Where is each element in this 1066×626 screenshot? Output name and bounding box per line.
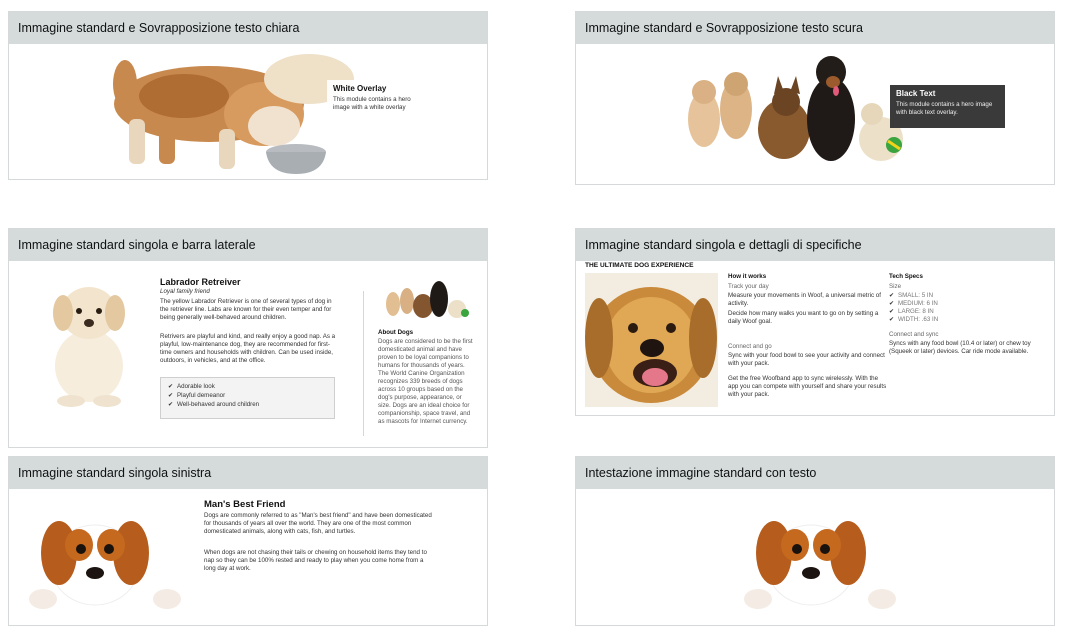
connect-title: Connect and go — [728, 343, 772, 350]
card-title: Immagine standard e Sovrapposizione testo scura — [576, 12, 1054, 44]
card-title: Immagine standard singola e dettagli di specifiche — [576, 229, 1054, 261]
beagle-puppy-image — [23, 503, 193, 613]
size-item: ✔ WIDTH: .63 IN — [889, 316, 939, 323]
check-icon: ✔ — [889, 309, 895, 315]
module-card-standard-image-dark-overlay[interactable] — [575, 11, 1055, 185]
product-title: Labrador Retreiver — [160, 277, 241, 287]
body-paragraph-1: Dogs are commonly referred to as "Man's best friend" and have been domesticated for thousands of years all over the world. They are one of the most common domesticated animals, along with cats, fish, and turtles. — [204, 512, 432, 535]
decide-text: Decide how many walks you want to go on by setting a daily Woof goal. — [728, 310, 879, 325]
card-preview — [9, 44, 487, 179]
size-item: ✔ MEDIUM: 6 IN — [889, 300, 938, 307]
card-title: Immagine standard singola sinistra — [9, 457, 487, 489]
module-card-standard-image-light-overlay[interactable] — [8, 11, 488, 180]
track-text: Measure your movements in Woof, a universal metric of activity. — [728, 292, 881, 307]
module-card-single-image-specs[interactable] — [575, 228, 1055, 416]
feature-list — [160, 377, 335, 419]
sidebar-dogs-image — [381, 276, 473, 321]
list-item: ✔ Playful demeanor — [168, 392, 226, 399]
size-item: ✔ LARGE: 8 IN — [889, 308, 934, 315]
how-it-works-title: How it works — [728, 273, 767, 280]
tech-specs-title: Tech Specs — [889, 273, 923, 280]
body-paragraph-2: When dogs are not chasing their tails or chewing on household items they tend to nap so they can be 100% rested and ready to play when you come home from a long day at work. — [204, 549, 427, 572]
labrador-puppy-image — [31, 281, 146, 411]
body-paragraph-1: The yellow Labrador Retriever is one of several types of dog in the retriever line. Labs are known for their even temper and for being generally well-behaved around children. — [160, 298, 332, 321]
app-text: Get the free Woofband app to sync wirelessly. With the app you can compete with yourself and share your results with your pack. — [728, 375, 887, 398]
beagle-puppy-image — [726, 503, 896, 613]
track-title: Track your day — [728, 283, 769, 290]
overlay-title: Black Text — [896, 89, 936, 98]
check-icon: ✔ — [168, 384, 174, 390]
card-preview — [576, 44, 1054, 184]
sync-title: Connect and sync — [889, 331, 939, 338]
sidebar-title: About Dogs — [378, 329, 414, 336]
check-icon: ✔ — [889, 301, 895, 307]
sidebar-text: Dogs are considered to be the first domesticated animal and have proven to be loyal companions to humans for thousands of years. The World Canine Organization recognizes 339 breeds of dogs across 10 groups based on the dog's purpose, appearance, or size. Dogs are an ideal choice for companionship, space travel, and as mascots for Internet currency. — [378, 338, 473, 425]
card-title: Intestazione immagine standard con testo — [576, 457, 1054, 489]
overlay-text: This module contains a hero image with black text overlay. — [896, 101, 993, 116]
overlay-text: This module contains a hero image with a white overlay — [333, 96, 411, 111]
check-icon: ✔ — [889, 317, 895, 323]
dark-overlay-box — [890, 85, 1005, 128]
module-card-single-image-sidebar[interactable] — [8, 228, 488, 448]
list-item: ✔ Adorable look — [168, 383, 215, 390]
card-preview — [576, 261, 1054, 415]
overlay-title: White Overlay — [333, 84, 387, 93]
card-preview — [9, 261, 487, 447]
check-icon: ✔ — [168, 402, 174, 408]
size-title: Size — [889, 283, 902, 290]
card-title: Immagine standard e Sovrapposizione testo chiara — [9, 12, 487, 44]
connect-text: Sync with your food bowl to see your activity and connect with your pack. — [728, 352, 885, 367]
module-card-single-image-left[interactable] — [8, 456, 488, 626]
sync-text: Syncs with any food bowl (10.4 or later) or chew toy (Squeek or later) devices. Car ride mode available. — [889, 340, 1031, 355]
headline: THE ULTIMATE DOG EXPERIENCE — [585, 262, 694, 269]
module-card-header-image-with-text[interactable] — [575, 456, 1055, 626]
card-preview — [576, 489, 1054, 625]
body-paragraph-2: Retrivers are playful and kind, and really enjoy a good nap. As a playful, low-maintenance dog, they are recommended for first-time owners and households with children. Can be used inside, outdoors, in vehicles, and at the office. — [160, 333, 336, 364]
list-item: ✔ Well-behaved around children — [168, 401, 260, 408]
card-preview — [9, 489, 487, 625]
content-title: Man's Best Friend — [204, 499, 286, 510]
golden-retriever-image — [585, 273, 718, 407]
sidebar-divider — [363, 291, 364, 436]
check-icon: ✔ — [168, 393, 174, 399]
check-icon: ✔ — [889, 293, 895, 299]
card-title: Immagine standard singola e barra laterale — [9, 229, 487, 261]
white-overlay-box — [327, 80, 423, 136]
product-subtitle: Loyal family friend — [160, 288, 210, 295]
size-item: ✔ SMALL: 5 IN — [889, 292, 934, 299]
